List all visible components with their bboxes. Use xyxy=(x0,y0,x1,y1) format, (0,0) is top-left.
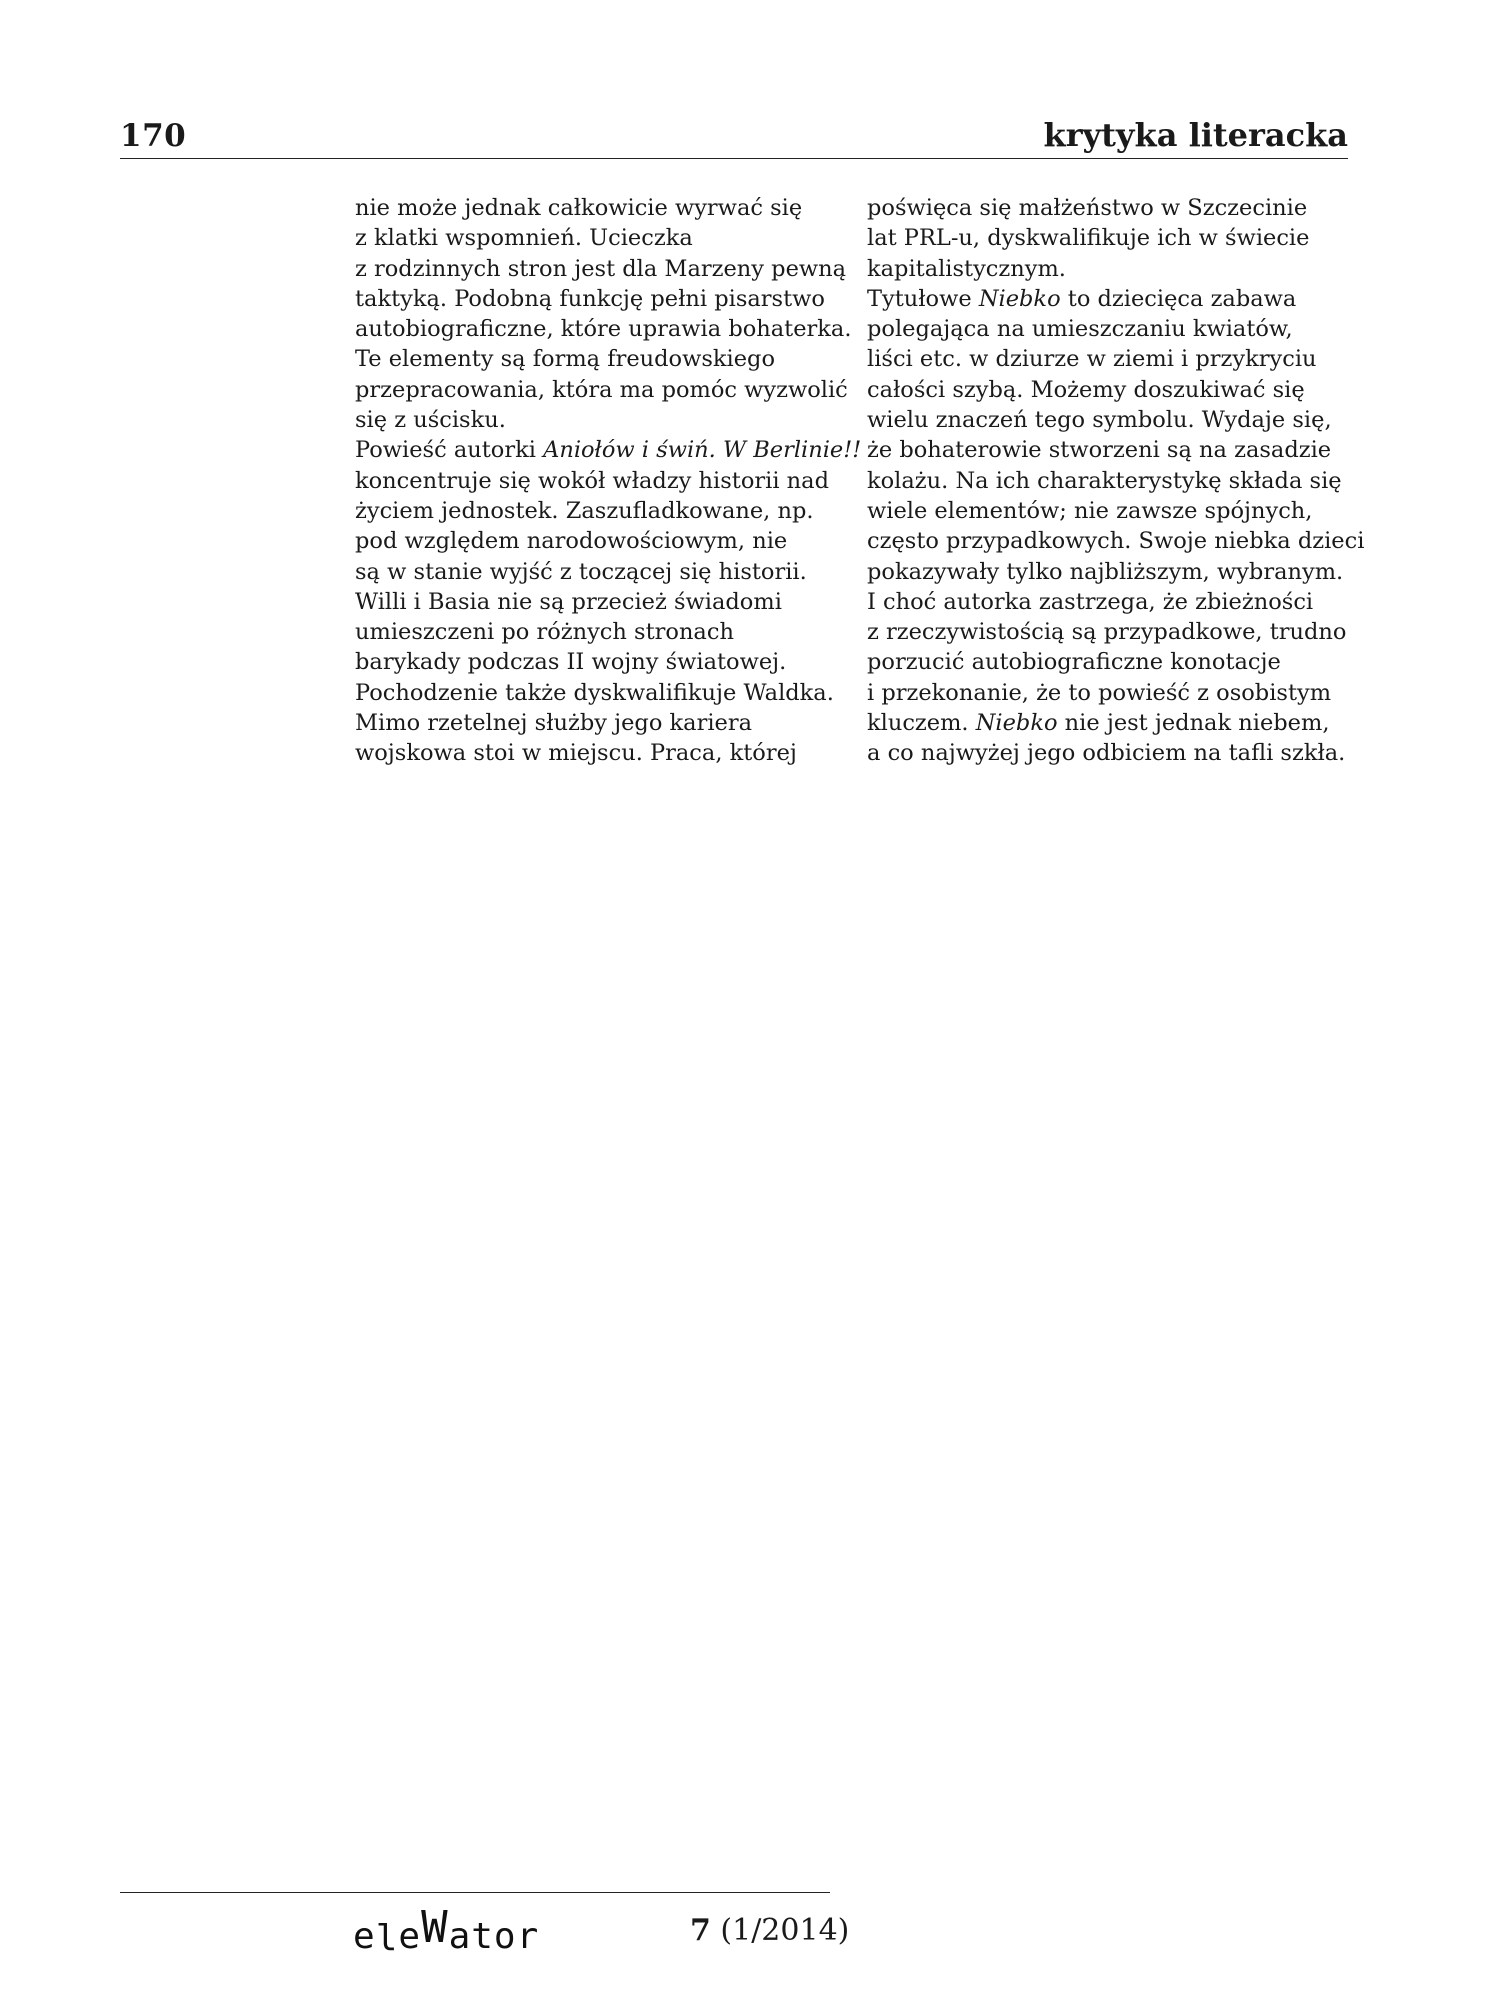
line-text: Tytułowe xyxy=(867,285,979,312)
text-line xyxy=(355,314,852,344)
line-text: się z uścisku. xyxy=(355,407,506,434)
line-text: wielu znaczeń tego symbolu. Wydaje się, xyxy=(867,407,1332,434)
line-text: kluczem. xyxy=(867,710,976,737)
line-text: wojskowa stoi w miejscu. Praca, której xyxy=(355,740,797,767)
line-text: Mimo rzetelnej służby jego kariera xyxy=(355,710,753,737)
text-column-left xyxy=(355,193,862,769)
text-line xyxy=(355,708,835,738)
text-line xyxy=(355,254,847,284)
text-line xyxy=(867,466,1347,496)
line-text: nie jest jednak niebem, xyxy=(1057,710,1330,737)
line-text: barykady podczas II wojny światowej. xyxy=(355,649,787,676)
text-line xyxy=(355,466,835,496)
line-text: Powieść autorki xyxy=(355,437,544,464)
issue-detail: (1/2014) xyxy=(710,1913,850,1948)
text-line xyxy=(867,223,1347,253)
text-line xyxy=(867,738,1347,768)
text-line xyxy=(355,557,835,587)
line-text: często przypadkowych. Swoje niebka dzieci xyxy=(867,528,1365,555)
line-text: wiele elementów; nie zawsze spójnych, xyxy=(867,497,1313,524)
line-text: są w stanie wyjść z toczącej się historii. xyxy=(355,558,807,585)
text-line xyxy=(355,344,835,374)
line-text: lat PRL-u, dyskwalifikuje ich w świecie xyxy=(867,225,1310,252)
line-text: Willi i Basia nie są przecież świadomi xyxy=(355,588,782,615)
line-text: to dziecięca zabawa xyxy=(1060,285,1297,312)
text-line xyxy=(867,647,1347,677)
text-line xyxy=(867,587,1347,617)
text-line xyxy=(355,193,835,223)
issue-number: 7 xyxy=(690,1913,711,1948)
text-line xyxy=(867,344,1347,374)
section-title: krytyka literacka xyxy=(1043,116,1348,154)
text-line xyxy=(355,405,835,435)
text-line xyxy=(355,587,835,617)
magazine-logo xyxy=(353,1902,540,1959)
line-text: całości szybą. Możemy doszukiwać się xyxy=(867,376,1305,403)
line-text: z klatki wspomnień. Ucieczka xyxy=(355,225,693,252)
line-text: i przekonanie, że to powieść z osobistym xyxy=(867,679,1332,706)
text-line xyxy=(867,405,1347,435)
text-line xyxy=(355,496,835,526)
page-number: 170 xyxy=(120,118,187,154)
logo-letter: W xyxy=(421,1902,449,1953)
line-text: polegająca na umieszczaniu kwiatów, xyxy=(867,316,1293,343)
text-line xyxy=(355,223,835,253)
page-header xyxy=(120,112,1348,159)
text-line xyxy=(867,526,1365,556)
text-line xyxy=(867,254,1347,284)
text-line xyxy=(867,375,1347,405)
text-line xyxy=(867,557,1347,587)
line-text: nie może jednak całkowicie wyrwać się xyxy=(355,195,803,221)
text-line xyxy=(867,617,1347,647)
text-line xyxy=(355,435,862,465)
text-line xyxy=(355,738,835,768)
text-column-right xyxy=(867,193,1365,769)
line-text: taktyką. Podobną funkcję pełni pisarstwo xyxy=(355,285,825,312)
text-line xyxy=(355,647,835,677)
line-text: liści etc. w dziurze w ziemi i przykryciu xyxy=(867,346,1317,373)
line-text: poświęca się małżeństwo w Szczecinie xyxy=(867,195,1308,221)
line-text: przepracowania, która ma pomóc wyzwolić xyxy=(355,376,848,403)
text-line xyxy=(867,678,1347,708)
text-line xyxy=(867,496,1347,526)
text-line xyxy=(867,435,1347,465)
italic-title-text: Aniołów i świń. W Berlinie!! xyxy=(543,437,862,464)
logo-letters: ator xyxy=(448,1916,540,1957)
line-text: umieszczeni po różnych stronach xyxy=(355,619,734,646)
text-line xyxy=(867,314,1347,344)
issue-label xyxy=(690,1913,849,1948)
text-line xyxy=(867,193,1347,223)
italic-title-text: Niebko xyxy=(975,710,1058,737)
text-line xyxy=(867,284,1347,314)
line-text: a co najwyżej jego odbiciem na tafli szkła. xyxy=(867,740,1346,767)
text-line xyxy=(355,678,835,708)
logo-letter: e xyxy=(398,1916,422,1957)
text-line xyxy=(355,617,835,647)
text-line xyxy=(355,375,848,405)
text-line xyxy=(867,708,1347,738)
logo-letter: e xyxy=(353,1916,376,1957)
line-text: Te elementy są formą freudowskiego xyxy=(355,346,775,373)
line-text: z rodzinnych stron jest dla Marzeny pewną xyxy=(355,255,847,282)
line-text: z rzeczywistością są przypadkowe, trudno xyxy=(867,619,1347,646)
line-text: że bohaterowie stworzeni są na zasadzie xyxy=(867,437,1332,464)
logo-letter: l xyxy=(375,1918,399,1959)
line-text: autobiograficzne, które uprawia bohaterka. xyxy=(355,316,852,343)
line-text: kolażu. Na ich charakterystykę składa się xyxy=(867,467,1342,494)
line-text: kapitalistycznym. xyxy=(867,255,1066,282)
line-text: I choć autorka zastrzega, że zbieżności xyxy=(867,588,1314,615)
line-text: Pochodzenie także dyskwalifikuje Waldka. xyxy=(355,679,834,706)
line-text: koncentruje się wokół władzy historii nad xyxy=(355,467,829,494)
line-text: porzucić autobiograficzne konotacje xyxy=(867,649,1281,676)
line-text: życiem jednostek. Zaszufladkowane, np. xyxy=(355,497,814,524)
line-text: pokazywały tylko najbliższym, wybranym. xyxy=(867,558,1344,585)
footer-divider xyxy=(120,1892,830,1893)
italic-title-text: Niebko xyxy=(978,285,1061,312)
text-line xyxy=(355,526,835,556)
line-text: pod względem narodowościowym, nie xyxy=(355,528,788,555)
text-line xyxy=(355,284,835,314)
